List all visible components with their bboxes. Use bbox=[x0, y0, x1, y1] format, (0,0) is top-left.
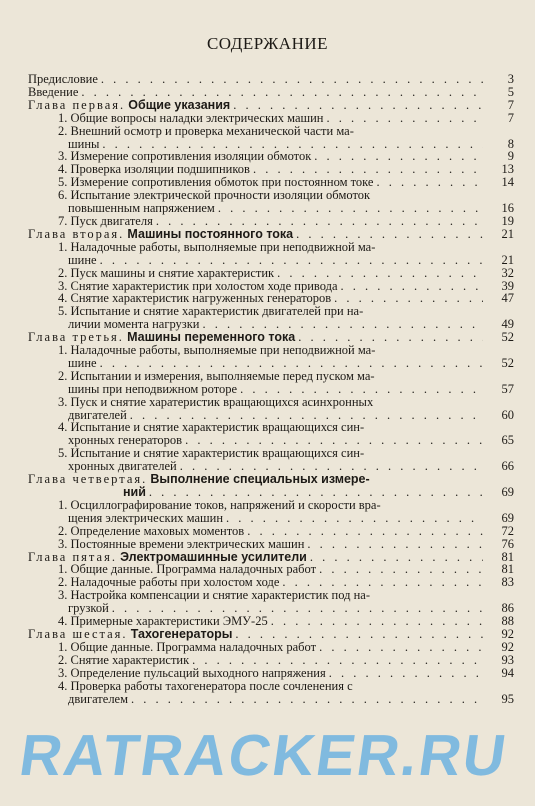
leader-dots bbox=[235, 628, 483, 641]
page-number: 92 bbox=[501, 626, 514, 641]
leader-dots bbox=[100, 357, 483, 370]
entry-text: 2. Внешний осмотр и проверка механической части ма- bbox=[58, 123, 354, 138]
toc-entry bbox=[28, 641, 514, 654]
toc-entry bbox=[28, 112, 514, 125]
table-of-contents bbox=[28, 73, 514, 705]
page-number: 39 bbox=[501, 278, 514, 293]
page-number: 57 bbox=[501, 381, 514, 396]
entry-text: грузкой bbox=[68, 601, 109, 616]
toc-row bbox=[58, 241, 514, 254]
toc-row bbox=[58, 641, 514, 654]
entry-text: 2. Снятие характеристик bbox=[58, 652, 190, 667]
toc-row bbox=[28, 473, 514, 486]
entry-text: 2. Наладочные работы при холостом ходе bbox=[58, 575, 280, 590]
toc-row bbox=[58, 344, 514, 357]
page-number: 21 bbox=[501, 226, 514, 241]
page-number: 16 bbox=[501, 201, 514, 216]
page-number: 65 bbox=[501, 433, 514, 448]
leader-dots bbox=[319, 563, 483, 576]
toc-entry bbox=[28, 267, 514, 280]
entry-text: 3. Настройка компенсации и снятие характеристик под на- bbox=[58, 588, 370, 603]
toc-row bbox=[58, 396, 514, 409]
toc-row bbox=[28, 73, 514, 86]
entry-text: 4. Проверка работы тахогенератора после сочленения с bbox=[58, 678, 353, 693]
entry-text: 4. Снятие характеристик нагруженных генераторов bbox=[58, 291, 332, 306]
page-number: 88 bbox=[501, 614, 514, 629]
entry-text: 1. Осциллографирование токов, напряжений и скорости вра- bbox=[58, 497, 381, 512]
page-number: 86 bbox=[501, 601, 514, 616]
toc-entry bbox=[28, 421, 514, 447]
toc-entry bbox=[28, 654, 514, 667]
entry-text: 3. Снятие характеристик при холостом ходе привода bbox=[58, 278, 338, 293]
chapter-heading bbox=[28, 99, 230, 112]
entry-text: 1. Общие вопросы наладки электрических машин bbox=[58, 110, 324, 125]
page-number: 69 bbox=[501, 485, 514, 499]
toc-row bbox=[58, 667, 514, 680]
page-number: 81 bbox=[501, 562, 514, 577]
chapter-title: Выполнение специальных измере- bbox=[150, 472, 370, 487]
page-number: 32 bbox=[501, 265, 514, 280]
toc-entry bbox=[28, 189, 514, 215]
entry-text: Введение bbox=[28, 84, 79, 99]
leader-dots bbox=[100, 254, 483, 267]
page-title: СОДЕРЖАНИЕ bbox=[206, 34, 329, 53]
leader-dots bbox=[307, 538, 483, 551]
chapter-label: Глава четвертая. bbox=[28, 472, 148, 487]
page-number: 92 bbox=[501, 639, 514, 654]
toc-row bbox=[58, 254, 514, 267]
leader-dots bbox=[327, 112, 484, 125]
chapter-title-cont: ний bbox=[123, 485, 146, 499]
chapter-heading bbox=[28, 228, 293, 241]
page-number: 21 bbox=[501, 252, 514, 267]
toc-entry bbox=[28, 73, 514, 86]
entry-text: щения электрических машин bbox=[68, 510, 224, 525]
watermark: RATRACKER.RU bbox=[15, 723, 512, 788]
page-number: 52 bbox=[501, 330, 514, 345]
page-number: 7 bbox=[507, 110, 514, 125]
entry-text: Предисловие bbox=[28, 72, 98, 86]
page-number: 52 bbox=[501, 355, 514, 370]
toc-row bbox=[58, 512, 514, 525]
entry-text: 1. Общие данные. Программа наладочных работ bbox=[58, 639, 317, 654]
page-number: 81 bbox=[501, 549, 514, 564]
leader-dots bbox=[319, 641, 483, 654]
toc-row bbox=[58, 499, 514, 512]
page-number: 9 bbox=[507, 149, 514, 164]
leader-dots bbox=[271, 615, 483, 628]
entry-text: 3. Пуск и снятие харатеристик вращающихся асинхронных bbox=[58, 394, 374, 409]
toc-entry bbox=[28, 589, 514, 615]
toc-row bbox=[58, 125, 514, 138]
leader-dots bbox=[329, 667, 483, 680]
entry-text: 1. Общие данные. Программа наладочных работ bbox=[58, 562, 317, 577]
entry-text: 4. Примерные характеристики ЭМУ-25 bbox=[58, 614, 268, 629]
toc-row bbox=[28, 486, 514, 499]
entry-text: шины при неподвижном роторе bbox=[68, 381, 238, 396]
entry-text: 3. Постоянные времени электрических машин bbox=[58, 536, 305, 551]
chapter-heading bbox=[28, 628, 232, 641]
leader-dots bbox=[341, 280, 483, 293]
leader-dots bbox=[101, 73, 483, 86]
entry-text: шине bbox=[68, 355, 97, 370]
toc-row bbox=[58, 589, 514, 602]
entry-text: 4. Испытание и снятие характеристик вращающихся син- bbox=[58, 420, 365, 435]
entry-text: 5. Измерение сопротивления обмоток при постоянном токе bbox=[58, 175, 374, 190]
chapter-label: Глава вторая. bbox=[28, 226, 125, 241]
chapter-title: Общие указания bbox=[128, 97, 231, 112]
toc-entry bbox=[28, 473, 514, 499]
chapter-heading bbox=[28, 473, 370, 486]
entry-text: личии момента нагрузки bbox=[68, 317, 200, 332]
toc-entry bbox=[28, 99, 514, 112]
toc-row bbox=[28, 99, 514, 112]
toc-entry bbox=[28, 499, 514, 525]
toc-row bbox=[58, 680, 514, 693]
toc-entry bbox=[28, 305, 514, 331]
toc-row bbox=[28, 628, 514, 641]
leader-dots bbox=[226, 512, 483, 525]
page-number: 76 bbox=[501, 536, 514, 551]
page-number: 60 bbox=[501, 407, 514, 422]
chapter-title: Тахогенераторы bbox=[130, 626, 233, 641]
entry-text: 2. Испытании и измерения, выполняемые перед пуском ма- bbox=[58, 368, 375, 383]
leader-dots bbox=[296, 228, 483, 241]
entry-text: шине bbox=[68, 252, 97, 267]
toc-entry bbox=[28, 396, 514, 422]
entry-text: 2. Определение маховых моментов bbox=[58, 523, 245, 538]
entry-text: 1. Наладочные работы, выполняемые при неподвижной ма- bbox=[58, 343, 376, 358]
page-number: 72 bbox=[501, 523, 514, 538]
leader-dots bbox=[314, 150, 483, 163]
toc-row bbox=[58, 267, 514, 280]
leader-dots bbox=[131, 693, 483, 706]
page-number: 7 bbox=[507, 97, 514, 112]
entry-text: двигателем bbox=[68, 691, 129, 706]
leader-dots bbox=[310, 551, 483, 564]
toc-entry bbox=[28, 228, 514, 241]
page-number: 66 bbox=[501, 459, 514, 474]
toc-row bbox=[58, 654, 514, 667]
entry-text: 3. Измерение сопротивления изоляции обмоток bbox=[58, 149, 312, 164]
toc-row bbox=[58, 357, 514, 370]
leader-dots bbox=[218, 202, 483, 215]
leader-dots bbox=[240, 383, 483, 396]
page-number: 95 bbox=[501, 691, 514, 706]
page-number: 8 bbox=[507, 136, 514, 151]
entry-text: хронных генераторов bbox=[68, 433, 183, 448]
page-number: 93 bbox=[501, 652, 514, 667]
leader-dots bbox=[277, 267, 483, 280]
entry-text: двигателей bbox=[68, 407, 127, 422]
chapter-label: Глава пятая. bbox=[28, 549, 117, 564]
leader-dots bbox=[192, 654, 483, 667]
toc-entry bbox=[28, 628, 514, 641]
entry-text: 2. Пуск машины и снятие характеристик bbox=[58, 265, 275, 280]
chapter-label: Глава первая. bbox=[28, 97, 126, 112]
page-number: 94 bbox=[501, 665, 514, 680]
page-number: 83 bbox=[501, 575, 514, 590]
chapter-label: Глава третья. bbox=[28, 330, 124, 345]
page-number: 19 bbox=[501, 213, 514, 228]
page-number: 3 bbox=[507, 72, 514, 86]
toc-entry bbox=[28, 370, 514, 396]
page-number: 5 bbox=[507, 84, 514, 99]
page-number: 69 bbox=[501, 510, 514, 525]
toc-entry bbox=[28, 447, 514, 473]
toc-entry bbox=[28, 525, 514, 538]
chapter-label: Глава шестая. bbox=[28, 626, 128, 641]
page-number: 13 bbox=[501, 162, 514, 177]
toc-entry bbox=[28, 125, 514, 151]
page-number: 14 bbox=[501, 175, 514, 190]
toc-entry bbox=[28, 241, 514, 267]
entry-text: 5. Испытание и снятие характеристик вращающихся син- bbox=[58, 446, 365, 461]
toc-entry bbox=[28, 344, 514, 370]
entry-text: 3. Определение пульсаций выходного напряжения bbox=[58, 665, 326, 680]
toc-row bbox=[28, 228, 514, 241]
entry-text: 7. Пуск двигателя bbox=[58, 213, 153, 228]
page-number: 49 bbox=[501, 317, 514, 332]
entry-text: повышенным напряжением bbox=[68, 201, 215, 216]
chapter-title: Машины переменного тока bbox=[127, 330, 296, 345]
leader-dots bbox=[233, 99, 483, 112]
toc-entry bbox=[28, 667, 514, 680]
entry-text: хронных двигателей bbox=[68, 459, 177, 474]
entry-text: 6. Испытание электрической прочности изоляции обмоток bbox=[58, 188, 371, 203]
entry-text: шины bbox=[68, 136, 100, 151]
toc-row bbox=[58, 693, 514, 706]
chapter-title: Электромашинные усилители bbox=[120, 549, 307, 564]
toc-row bbox=[58, 525, 514, 538]
toc-entry bbox=[28, 680, 514, 706]
leader-dots bbox=[247, 525, 483, 538]
entry-text: 4. Проверка изоляции подшипников bbox=[58, 162, 250, 177]
entry-text: 5. Испытание и снятие характеристик двигателей при на- bbox=[58, 304, 364, 319]
entry-text: 1. Наладочные работы, выполняемые при неподвижной ма- bbox=[58, 239, 376, 254]
toc-row bbox=[58, 112, 514, 125]
toc-row bbox=[58, 370, 514, 383]
leader-dots bbox=[149, 486, 483, 499]
page-number: 47 bbox=[501, 291, 514, 306]
toc-row bbox=[58, 383, 514, 396]
leader-dots bbox=[376, 176, 483, 189]
chapter-title: Машины постоянного тока bbox=[127, 226, 294, 241]
